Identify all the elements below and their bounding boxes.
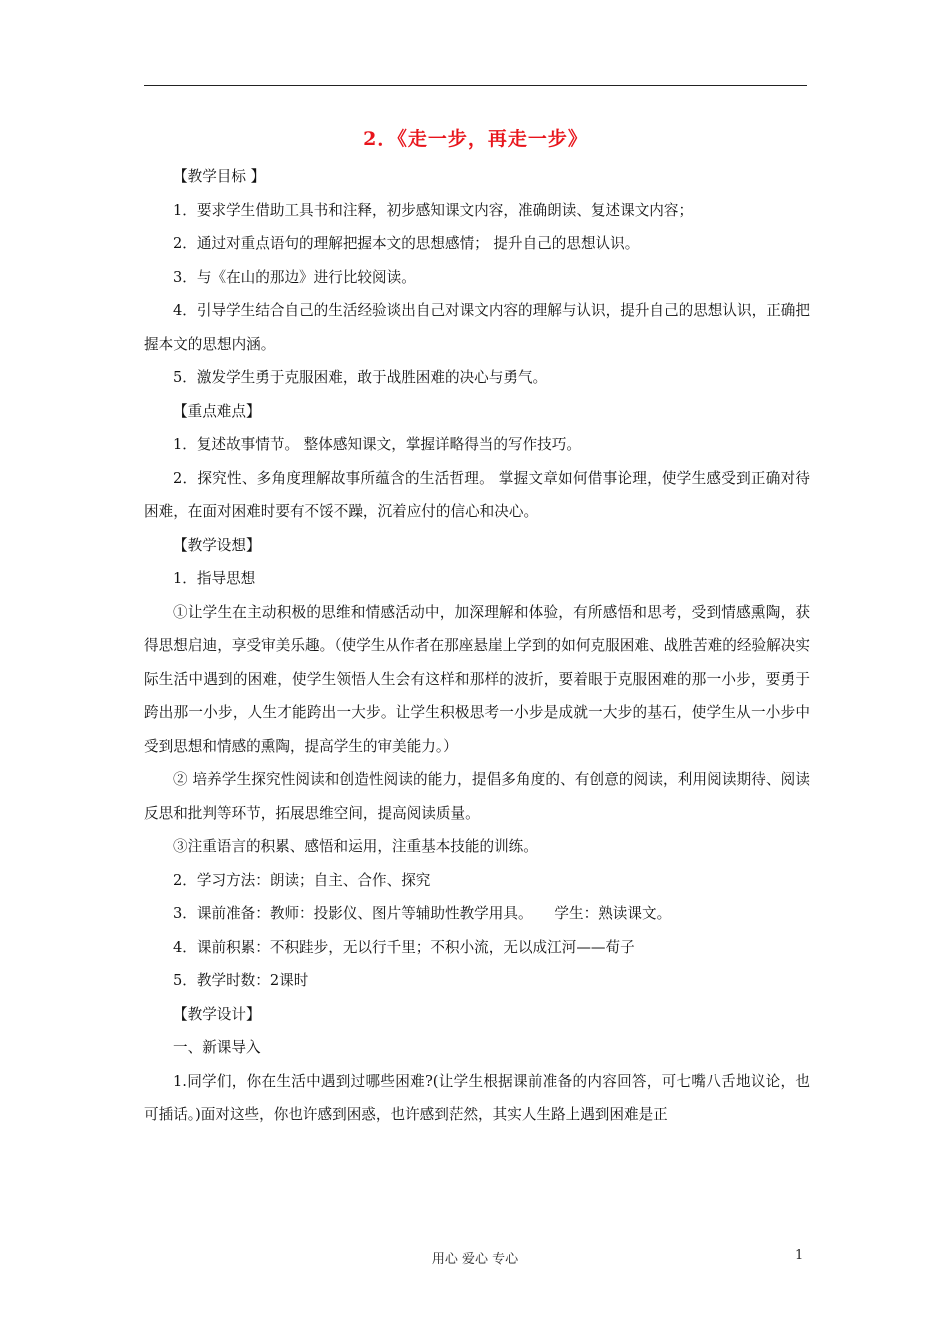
- section-heading-design: 【教学设计】: [173, 1005, 261, 1023]
- objective-item-3: 3．与《在山的那边》进行比较阅读。: [173, 268, 416, 286]
- objective-item-5: 5．激发学生勇于克服困难，敢于战胜困难的决心与勇气。: [173, 369, 548, 386]
- section-heading-plan: 【教学设想】: [173, 536, 261, 554]
- design-part-1: 一、新课导入: [173, 1039, 261, 1056]
- plan-item-3: 3．课前准备：教师：投影仪、图片等辅助性教学用具。 学生：熟读课文。: [173, 905, 672, 922]
- plan-subitem-3: ③注重语言的积累、感悟和运用，注重基本技能的训练。: [173, 838, 538, 855]
- plan-item-1: 1．指导思想: [173, 570, 256, 587]
- plan-item-4: 4．课前积累：不积跬步，无以行千里；不积小流，无以成江河——荀子: [173, 938, 635, 956]
- document-body: [144, 160, 810, 1132]
- plan-subitem-2: ② 培养学生探究性阅读和创造性阅读的能力，提倡多角度的、有创意的阅读，利用阅读期待、阅读反思和批判等环节，拓展思维空间，提高阅读质量。: [144, 771, 810, 822]
- section-heading-objectives: 【教学目标 】: [173, 168, 266, 185]
- objective-item-1: 1．要求学生借助工具书和注释，初步感知课文内容，准确朗读、复述课文内容；: [173, 201, 694, 219]
- plan-subitem-1: ①让学生在主动积极的思维和情感活动中，加深理解和体验，有所感悟和思考，受到情感熏陶，获得思想启迪，享受审美乐趣。（使学生从作者在那座悬崖上学到的如何克服困难、战胜苦难的经验解决实际生活中遇到的困难，使学生领悟人生会有这样和那样的波折，要着眼于克服困难的那一小步，要勇于跨出那一小步，人生才能跨出一大步。让学生积极思考一小步是成就一大步的基石，使学生从一小步中受到思想和情感的熏陶，提高学生的审美能力。）: [144, 603, 810, 755]
- plan-item-5: 5．教学时数：2课时: [173, 972, 309, 989]
- section-heading-key-points: 【重点难点】: [173, 402, 261, 420]
- plan-item-2: 2．学习方法：朗读；自主、合作、探究: [173, 871, 431, 889]
- footer-motto: 用心 爱心 专心: [431, 1252, 519, 1267]
- objective-item-2: 2．通过对重点语句的理解把握本文的思想感情； 提升自己的思想认识。: [173, 235, 640, 252]
- design-item-1: 1.同学们，你在生活中遇到过哪些困难?(让学生根据课前准备的内容回答，可七嘴八舌地议论，也可插话。)面对这些，你也许感到困惑，也许感到茫然，其实人生路上遇到困难是正: [144, 1072, 810, 1123]
- lesson-title: 2．《走一步，再走一步》: [363, 128, 588, 150]
- page-number: 1: [795, 1248, 804, 1263]
- header-rule: [144, 85, 807, 86]
- key-point-item-1: 1．复述故事情节。 整体感知课文，掌握详略得当的写作技巧。: [173, 436, 581, 453]
- objective-item-4: 4．引导学生结合自己的生活经验谈出自己对课文内容的理解与认识，提升自己的思想认识，正确把握本文的思想内涵。: [144, 302, 810, 353]
- key-point-item-2: 2．探究性、多角度理解故事所蕴含的生活哲理。 掌握文章如何借事论理，使学生感受到正确对待困难，在面对困难时要有不馁不躁，沉着应付的信心和决心。: [144, 469, 810, 520]
